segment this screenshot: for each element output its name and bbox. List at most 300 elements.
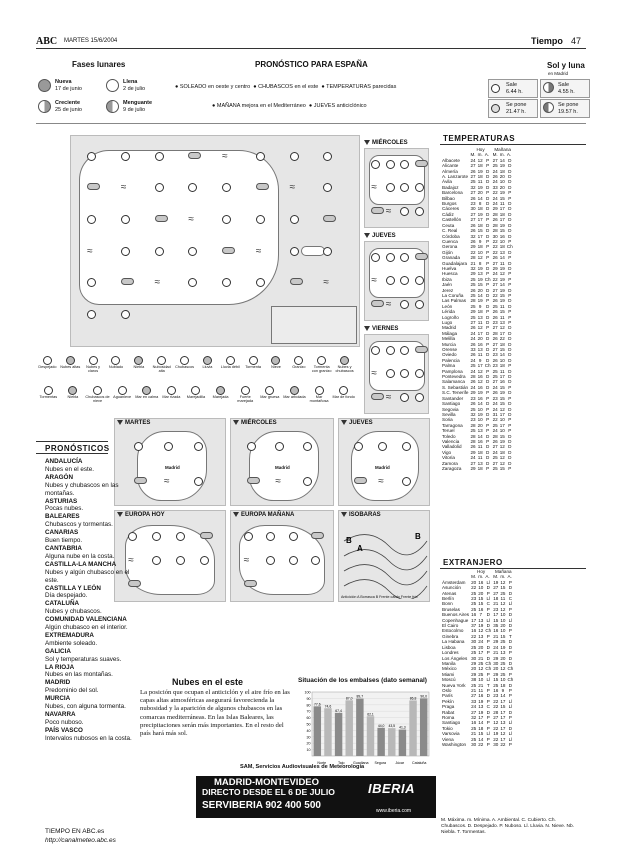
legend-item — [196, 356, 219, 369]
table-cell: 27 — [492, 341, 498, 347]
forecast-text: Intervalos nubosos en la costa. — [45, 734, 132, 742]
extranjero-table: Hoy Mañana M. m. A. M. m. A. Ámsterdam 20 16 Ll 19 12 P Asunción 22 10 D 27 15 D Atenas 25 20 P 27 25 D Berlín 23 15 Ll 18 11 C Bonn 25 15 C 21 12 Ll Bruselas 25 16 P 23 12 P Buenos Aires 16 7 D 17 10 D Copenhague 17 13 Ll 15 10 Ll El Cairo 37 19 D 35 20 D Estocolmo 16 12 Ch 16 10 P Ginebra 22 13 P 21 15 T La Habana 30 24 P 29 25 D Lisboa 25 20 D 24 19 D Londres 25 17 P 21 13 P Los Ángeles 30 21 D 29 20 D Manila 29 25 Ch 30 25 D México 20 12 Ch 20 12 Ch Miami 29 25 P 29 25 P Moscú 38 10 Ll 15 10 Ch Nueva York 25 21 T 25 18 D Oslo 21 11 P 16 9 P París 27 16 D 23 14 P Pekín 33 19 P 22 17 Ll Praga 24 13 C 22 15 Ll Rabat 27 19 D 28 17 D Roma 32 17 P 27 17 P Santiago 16 14 P 12 13 Ll Tokio 25 18 P 22 17 D Varsovia 21 15 Ll 19 12 Ll Viena 25 14 P 22 17 Ll Washington 30 22 P 30 22 P — [442, 569, 514, 747]
table-cell: 25 — [470, 292, 476, 298]
table-cell: 15 — [499, 395, 505, 401]
forecast-item — [45, 585, 135, 601]
table-cell: Ll — [486, 579, 491, 585]
wave-icon: ≈ — [154, 277, 161, 289]
baleares-island — [301, 246, 325, 256]
table-cell: 15 — [477, 228, 483, 234]
forecast-text: Chubascos y tormentas. — [45, 521, 113, 529]
table-cell: 27 — [493, 590, 499, 596]
table-cell: P — [508, 628, 512, 634]
table-cell: D — [486, 206, 490, 212]
table-cell: 21 — [471, 731, 477, 737]
table-row — [441, 720, 514, 725]
table-cell: 20 — [499, 174, 505, 180]
table-cell: D — [508, 460, 512, 466]
table-cell: P — [508, 190, 512, 196]
weather-symbol-icon — [111, 356, 120, 365]
table-cell: 29 — [493, 671, 499, 677]
table-cell: 25 — [471, 644, 477, 650]
weather-symbol-icon — [340, 356, 349, 365]
table-cell: 10 — [478, 585, 484, 591]
legend-item — [233, 386, 258, 404]
pronosticos-list — [45, 458, 135, 743]
city-name: Ibiza — [442, 276, 452, 282]
cloud-icon — [371, 207, 384, 214]
table-cell: 22 — [492, 276, 498, 282]
sun-icon — [378, 442, 387, 451]
table-cell: 32 — [470, 411, 476, 417]
legend-label: Nubes y chubascos — [335, 365, 354, 374]
table-cell: D — [486, 330, 490, 336]
table-row — [441, 217, 514, 222]
table-cell: 19 — [477, 298, 483, 304]
weather-symbol-icon — [93, 386, 102, 395]
sun-icon — [386, 346, 395, 355]
city-name: Vitoria — [442, 455, 455, 461]
forecast-region: ASTURIAS — [45, 497, 78, 505]
city-name: Ámsterdam — [442, 579, 466, 585]
new-moon-icon — [38, 79, 51, 92]
y-tick-label: 80 — [306, 703, 311, 708]
table-row — [441, 428, 514, 433]
table-cell: C — [486, 704, 490, 710]
bar-value-label: 77,6 — [314, 702, 321, 707]
table-cell: 22 — [492, 244, 498, 250]
legend-label: Nubosidad alta — [152, 365, 171, 374]
table-cell: Ll — [486, 596, 491, 602]
table-cell: 21 — [493, 650, 499, 656]
table-cell: D — [508, 590, 513, 596]
table-cell: D — [508, 163, 512, 169]
legend-item — [159, 386, 184, 399]
table-cell: D — [486, 644, 490, 650]
table-cell: 19 — [499, 298, 505, 304]
table-cell: 12 — [500, 601, 506, 607]
x-tick-label: Júcar — [395, 761, 405, 765]
table-cell: 19 — [499, 287, 505, 293]
svg-text:A: A — [357, 544, 363, 553]
sun-icon — [290, 152, 299, 161]
forecast-region: CASTILLA Y LEÓN — [45, 584, 101, 592]
table-cell: D — [508, 336, 512, 342]
table-cell: D — [508, 585, 513, 591]
page-number: 47 — [571, 36, 582, 46]
bar-value-label: 74,6 — [324, 704, 332, 709]
legend-item — [331, 386, 356, 399]
table-cell: 18 — [477, 206, 483, 212]
city-name: La Coruña — [442, 292, 464, 298]
table-cell: D — [508, 709, 513, 715]
forecast-item — [45, 679, 135, 695]
table-cell: 30 — [493, 660, 499, 666]
forecast-region: EXTREMADURA — [45, 631, 94, 639]
table-cell: P — [508, 428, 512, 434]
column-header: A. — [507, 574, 512, 580]
sun-icon — [290, 247, 299, 256]
table-cell: 16 — [493, 687, 499, 693]
sun-icon — [134, 442, 143, 451]
chart-bar — [420, 698, 427, 756]
weather-symbol-icon — [134, 356, 143, 365]
table-cell: Ch — [507, 677, 514, 683]
forecast-text: Sol y temperaturas suaves. — [45, 655, 122, 663]
weather-symbol-icon — [249, 356, 258, 365]
table-cell: 11 — [478, 687, 484, 693]
table-cell: 17 — [477, 233, 483, 239]
table-cell: 32 — [470, 184, 476, 190]
ad-url: www.iberia.com — [376, 808, 412, 814]
europe-tomorrow-map — [230, 510, 334, 602]
svg-text:B: B — [346, 536, 352, 545]
table-cell: 26 — [492, 309, 498, 315]
table-cell: 10 — [477, 417, 483, 423]
table-cell: 26 — [470, 401, 476, 407]
table-cell: 17 — [493, 612, 499, 618]
legend-label: Mar rizada — [162, 395, 181, 399]
column-header: m. — [499, 152, 505, 158]
table-cell: 13 — [477, 460, 483, 466]
table-cell: D — [508, 644, 513, 650]
table-cell: 27 — [470, 460, 476, 466]
city-name: Oviedo — [442, 352, 457, 358]
table-cell: 23 — [470, 417, 476, 423]
table-cell: 24 — [470, 157, 476, 163]
table-cell: 23 — [470, 395, 476, 401]
table-cell: 27 — [492, 347, 498, 353]
table-cell: 18 — [500, 682, 506, 688]
column-header: M. — [471, 574, 477, 580]
city-name: Praga — [442, 704, 455, 710]
city-name: Jaén — [442, 282, 452, 288]
table-cell: 20 — [477, 287, 483, 293]
table-cell: 10 — [478, 677, 484, 683]
table-cell: 12 — [499, 455, 505, 461]
table-cell: 19 — [500, 644, 506, 650]
table-cell: 15 — [499, 292, 505, 298]
table-cell: D — [486, 228, 490, 234]
y-tick-label: 40 — [306, 728, 311, 733]
table-cell: P — [486, 271, 490, 277]
table-cell: 30 — [493, 742, 499, 747]
city-name: A. Lanzarote — [442, 174, 469, 180]
sun-icon — [289, 532, 298, 541]
table-cell: P — [486, 260, 490, 266]
table-cell: 17 — [477, 217, 483, 223]
column-header: A. — [506, 152, 512, 158]
sun-icon — [386, 160, 395, 169]
table-cell: 14 — [477, 292, 483, 298]
x-tick-label: Cataluña — [412, 761, 427, 765]
table-cell: D — [508, 168, 512, 174]
table-cell: 13 — [478, 617, 484, 623]
abc-weather-title: TIEMPO EN ABC.es — [45, 828, 105, 835]
table-cell: 20 — [478, 644, 484, 650]
city-name: París — [442, 693, 453, 699]
table-cell: P — [486, 298, 490, 304]
table-cell: P — [486, 428, 490, 434]
sun-icon — [289, 556, 298, 565]
city-name: Badajoz — [442, 184, 459, 190]
table-cell: P — [508, 271, 512, 277]
table-cell: D — [486, 179, 490, 185]
table-cell: 30 — [471, 742, 477, 747]
table-cell: 16 — [499, 233, 505, 239]
table-cell: P — [486, 465, 490, 471]
table-cell: 25 — [492, 303, 498, 309]
city-name: Copenhague — [442, 617, 469, 623]
table-cell: 20 — [499, 184, 505, 190]
moon-phase-1: Nueva 17 de junio — [55, 79, 82, 92]
table-cell: 18 — [499, 449, 505, 455]
table-cell: 29 — [471, 660, 477, 666]
table-cell: D — [508, 612, 513, 618]
table-cell: P — [486, 341, 490, 347]
table-cell: D — [486, 433, 490, 439]
table-row — [441, 255, 514, 260]
table-cell: 11 — [499, 303, 505, 309]
table-cell: D — [486, 292, 490, 298]
table-cell: 24 — [492, 195, 498, 201]
table-cell: Ll — [508, 736, 513, 742]
table-cell: P — [486, 325, 490, 331]
table-cell: P — [486, 238, 490, 244]
city-name: Gerona — [442, 244, 458, 250]
sun-icon — [303, 442, 312, 451]
table-cell: 24 — [492, 406, 498, 412]
table-cell: 8 — [478, 201, 482, 207]
city-name: Bilbao — [442, 195, 455, 201]
table-cell: Ll — [508, 704, 513, 710]
table-row — [441, 271, 514, 276]
legend-label: Fuerte marejada — [237, 395, 254, 404]
table-cell: 27 — [492, 260, 498, 266]
ad-line-1: MADRID-MONTEVIDEO — [214, 777, 320, 788]
legend-label: Niebla — [67, 395, 79, 399]
table-cell: 15 — [499, 195, 505, 201]
forecast-item — [45, 727, 135, 743]
table-cell: 14 — [478, 720, 484, 726]
table-cell: 26 — [470, 228, 476, 234]
table-cell: P — [486, 163, 490, 169]
table-cell: 33 — [492, 184, 498, 190]
table-cell: 11 — [500, 596, 506, 602]
table-cell: P — [508, 579, 512, 585]
city-name: Burgos — [442, 201, 457, 207]
city-name: Asunción — [442, 585, 461, 591]
forecast-region: CASTILLA-LA MANCHA — [45, 560, 117, 568]
table-cell: 24 — [470, 384, 476, 390]
city-name: Tokio — [442, 725, 453, 731]
city-name: Logroño — [442, 314, 459, 320]
wave-icon: ≈ — [222, 150, 228, 162]
table-cell: 29 — [492, 206, 498, 212]
city-name: Albacete — [442, 157, 460, 163]
table-row — [441, 228, 514, 233]
sun-icon — [87, 310, 96, 319]
table-cell: P — [508, 465, 512, 471]
abc-weather-link[interactable]: http://canalmeteo.abc.es — [45, 837, 116, 844]
table-cell: Ll — [508, 720, 513, 726]
city-name: Londres — [442, 650, 459, 656]
sun-icon — [400, 300, 409, 309]
table-cell: 12 — [500, 666, 506, 672]
table-cell: D — [508, 174, 512, 180]
isobars-label: ISOBARAS — [341, 512, 381, 518]
full-moon-icon — [106, 79, 119, 92]
city-name: Rabat — [442, 709, 455, 715]
legend-label: Mar en calma — [135, 395, 159, 399]
table-cell: P — [486, 417, 490, 423]
table-cell: 16 — [477, 374, 483, 380]
table-cell: 18 — [477, 174, 483, 180]
column-header: A. — [485, 574, 490, 580]
table-cell: 37 — [471, 623, 477, 629]
weather-symbol-icon — [290, 386, 299, 395]
city-name: El Cairo — [442, 623, 459, 629]
table-cell: 11 — [477, 320, 483, 325]
table-cell: D — [486, 374, 490, 380]
table-cell: 27 — [471, 693, 477, 699]
sun-icon — [244, 532, 253, 541]
y-tick-label: 50 — [306, 722, 311, 727]
table-cell: 28 — [493, 709, 499, 715]
table-cell: 18 — [499, 341, 505, 347]
sun-icon — [121, 310, 130, 319]
table-cell: P — [486, 395, 490, 401]
legend-item — [219, 356, 242, 369]
madrid-map-wed-label: MIÉRCOLES — [233, 420, 277, 426]
table-cell: 25 — [478, 660, 484, 666]
table-cell: 26 — [470, 325, 476, 331]
table-cell: 15 — [499, 309, 505, 315]
forecast-item — [45, 711, 135, 727]
city-name: Berlín — [442, 596, 455, 602]
table-row — [441, 650, 514, 655]
sun-icon — [247, 442, 256, 451]
table-cell: 17 — [499, 330, 505, 336]
weather-symbol-icon — [315, 386, 324, 395]
city-name: Oslo — [442, 687, 452, 693]
city-name: Gijón — [442, 249, 453, 255]
forecast-item — [45, 648, 135, 664]
table-cell: 16 — [471, 612, 477, 618]
cloud-icon — [121, 278, 134, 285]
forecast-title: PRONÓSTICO PARA ESPAÑA — [255, 60, 368, 69]
table-cell: P — [508, 714, 512, 720]
table-row — [441, 693, 514, 698]
moonset-box: Se pone 19.57 h. — [540, 99, 590, 118]
forecast-text: Predominio del sol. — [45, 687, 99, 695]
table-row — [441, 282, 514, 287]
wave-icon: ≈ — [323, 277, 329, 289]
moonset-icon — [543, 102, 554, 113]
table-cell: 20 — [471, 666, 477, 672]
wave-icon: ≈ — [128, 555, 134, 567]
legend-item — [258, 386, 283, 399]
table-cell: 15 — [499, 465, 505, 471]
table-cell: D — [508, 249, 512, 255]
forecast-text: Algún chubasco en el interior. — [45, 624, 128, 632]
table-cell: 25 — [470, 314, 476, 320]
table-cell: P — [508, 363, 512, 369]
city-name: Palma — [442, 363, 456, 369]
table-cell: 25 — [471, 725, 477, 731]
table-cell: 14 — [500, 693, 506, 699]
table-cell: Ll — [486, 677, 491, 683]
table-cell: 29 — [492, 265, 498, 271]
table-cell: 24 — [478, 639, 484, 645]
forecast-text: Ambiente soleado. — [45, 639, 98, 647]
weather-symbol-icon — [339, 386, 348, 395]
table-cell: 29 — [470, 465, 476, 471]
table-cell: 9 — [478, 303, 482, 309]
table-cell: 25 — [492, 374, 498, 380]
table-cell: 15 — [478, 731, 484, 737]
table-cell: 25 — [500, 671, 506, 677]
cloud-icon — [222, 247, 235, 254]
table-cell: 15 — [499, 433, 505, 439]
table-cell: 22 — [492, 249, 498, 255]
weather-symbol-icon — [68, 386, 77, 395]
table-cell: 27 — [470, 190, 476, 196]
table-cell: 13 — [477, 314, 483, 320]
forecast-text: Pocas nubes. — [45, 505, 84, 513]
table-cell: 19 — [478, 709, 484, 715]
legend-item — [85, 386, 110, 404]
table-cell: 21 — [471, 687, 477, 693]
chart-bar — [324, 708, 331, 756]
weather-symbol-icon — [118, 386, 127, 395]
weather-symbol-icon — [226, 356, 235, 365]
table-cell: 12 — [477, 368, 483, 374]
table-cell: 26 — [470, 168, 476, 174]
table-cell: 24 — [492, 401, 498, 407]
table-cell: D — [508, 411, 512, 417]
forecast-region: CANTABRIA — [45, 544, 82, 552]
table-cell: P — [508, 238, 512, 244]
table-cell: 16 — [471, 720, 477, 726]
city-name: Huelva — [442, 265, 457, 271]
city-name: Melilla — [442, 336, 456, 342]
table-cell: P — [508, 606, 512, 612]
x-tick-label: Segura — [374, 761, 387, 765]
table-cell: D — [508, 379, 512, 385]
section-title: Tiempo — [531, 36, 563, 46]
legend-label: Chubascos de nieve — [85, 395, 110, 404]
table-cell: 28 — [492, 433, 498, 439]
table-cell: 19 — [499, 265, 505, 271]
wave-icon: ≈ — [371, 182, 377, 194]
table-cell: 24 — [492, 168, 498, 174]
iberia-ad[interactable] — [196, 776, 436, 818]
table-cell: 25 — [492, 422, 498, 428]
cloud-icon — [371, 300, 384, 307]
table-cell: 27 — [470, 163, 476, 169]
table-cell: D — [508, 206, 512, 212]
sunrise-box: Sale 6.44 h. — [488, 79, 538, 98]
table-row — [441, 163, 514, 168]
table-cell: 28 — [492, 330, 498, 336]
sun-icon — [256, 215, 265, 224]
table-cell: P — [508, 650, 512, 656]
moon-phase-3: Creciente 25 de junio — [55, 100, 82, 113]
temps-table: Hoy Mañana M. m. A. M. m. A. Albacete 24 12 P 27 14 D Alicante 27 18 P 25 19 D Almería 26 19 D 24 18 D A. Lanzarote 27 18 D 26 20 D Ávila 25 11 D 24 10 D Badajoz 32 19 D 33 20 D Barcelona 27 20 P 22 19 P Bilbao 26 14 D 24 15 P Burgos 23 8 D 24 11 D Cáceres 30 18 D 29 17 D Cádiz 27 19 D 28 18 D Castellón 27 17 P 26 17 D Ceuta 26 18 D 28 19 D C. Real 26 15 D 28 15 D Córdoba 32 17 D 30 16 D Cuenca 26 9 P 22 10 P Gerona 29 18 P 22 18 Ch Gijón 22 10 P 22 13 D Granada 28 12 P 26 14 P Guadalajara 21 8 P 27 11 D Huelva 32 19 D 29 19 D Huesca 29 13 P 24 12 P Ibiza 25 19 Ch 22 19 P Jaén 25 15 P 27 14 P Jerez 26 20 D 27 19 D La Coruña 25 14 D 22 15 P Las Palmas 28 19 P 26 19 D León 25 9 D 25 11 D Lérida 29 18 P 26 15 P Logroño 25 13 D 26 11 P Lugo 27 11 D 23 13 P Madrid 26 12 P 27 12 D Málaga 24 17 D 28 17 D Melilla 24 20 D 26 22 D Murcia 26 16 P 27 18 D Orense 33 13 D 27 15 D Oviedo 26 11 D 23 14 D Palencia 24 9 D 26 10 D Palma 25 17 Ch 23 18 P Pamplona 24 12 P 25 11 D Pontevedra 28 16 D 25 17 D Salamanca 26 12 D 27 16 D S. Sebastián 24 16 D 24 15 P S.C. Tenerife 29 19 P 26 19 D Santander 23 16 P 23 15 P Santiago 26 14 D 24 15 D Segovia 25 10 P 24 12 D Sevilla 32 19 D 31 17 D Soria 23 10 P 22 10 P Tarragona 28 20 P 25 17 P Teruel 25 13 P 24 10 P Toledo 28 14 D 28 15 D Valencia 28 16 P 26 19 D Valladolid 26 11 D 27 12 D Vigo 29 18 D 24 18 D Vitoria 24 11 D 25 12 D Zamora 27 13 D 27 12 D Zaragoza 29 18 P 25 15 P — [442, 147, 513, 471]
table-cell: D — [508, 330, 512, 336]
legend-item — [282, 386, 307, 399]
